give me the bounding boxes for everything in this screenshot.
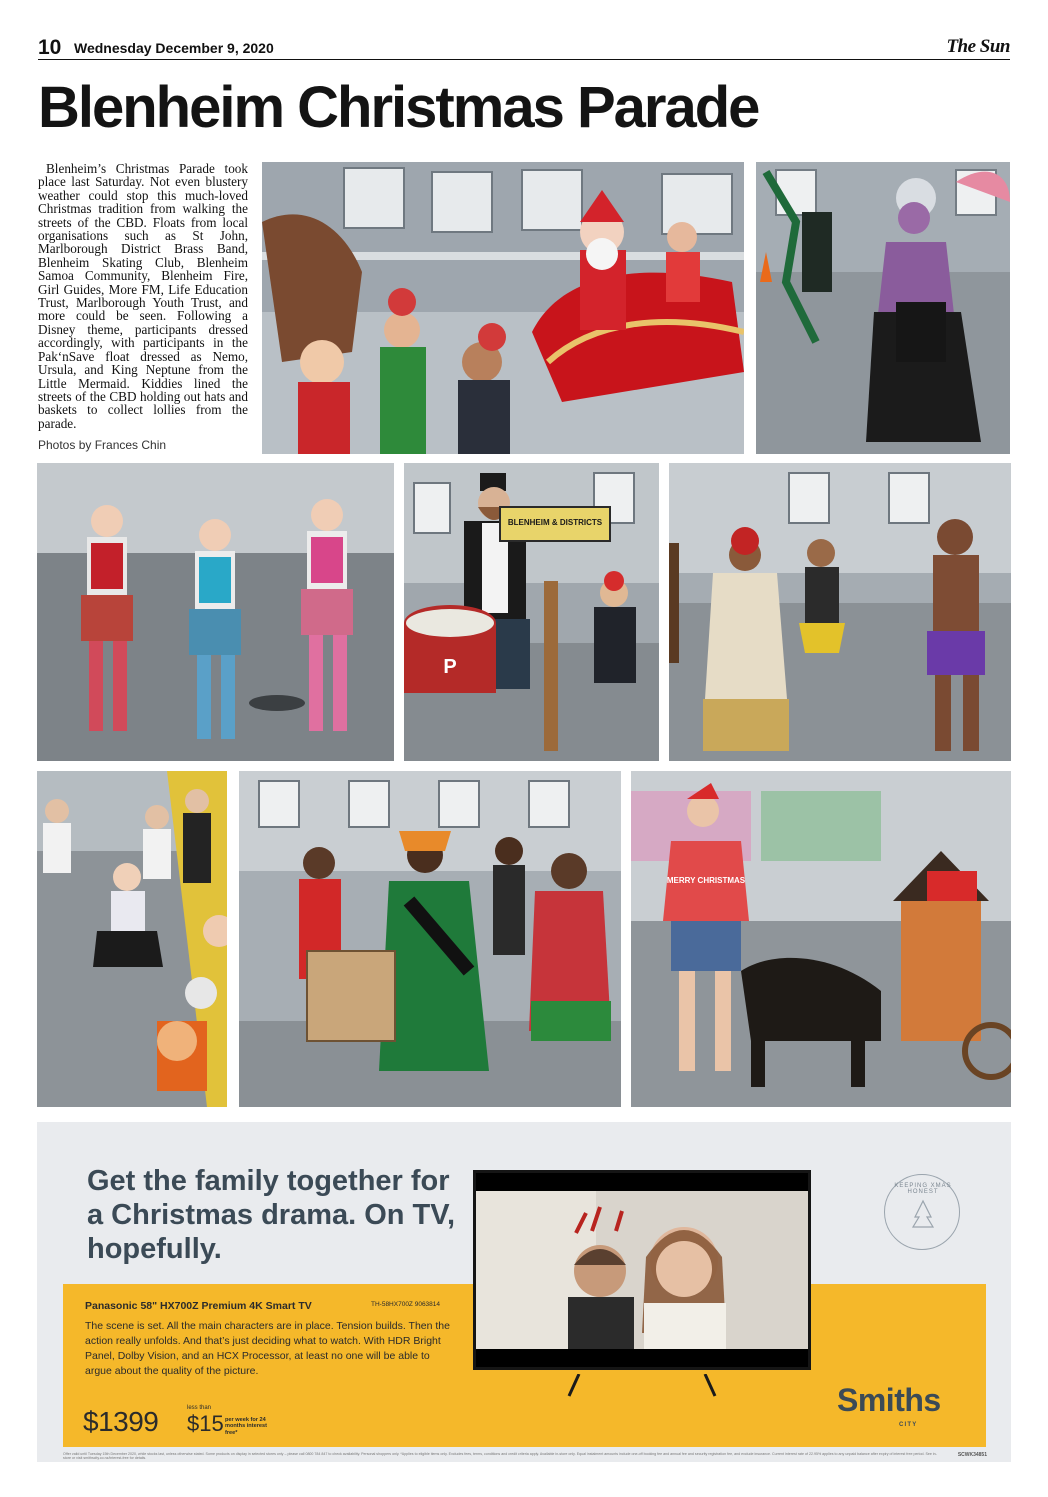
- ad-code: SCWK34851: [957, 1452, 987, 1458]
- tree-icon: [885, 1175, 961, 1251]
- masthead: The Sun: [946, 36, 1010, 57]
- keeping-xmas-honest-stamp: [884, 1174, 960, 1250]
- tv-stand-icon: [567, 1374, 717, 1398]
- photo-ursula-costume: [756, 162, 1010, 454]
- photo-highland-dancers: [37, 463, 394, 761]
- issue-date: Wednesday December 9, 2020: [74, 40, 274, 56]
- photo-pipe-band-drummer: [404, 463, 659, 761]
- photo-woman-with-dog: [631, 771, 1011, 1107]
- article-headline: Blenheim Christmas Parade: [38, 75, 759, 140]
- shirt-text: MERRY CHRISTMAS: [666, 876, 746, 885]
- page-number: 10: [38, 36, 62, 59]
- folio-bar: [38, 36, 1010, 60]
- weekly-terms: per week for 24 months interest free*: [225, 1417, 267, 1436]
- model-code: TH-58HX700Z 9063814: [371, 1301, 441, 1308]
- drum-letter: P: [443, 656, 457, 678]
- photo-samoan-performers: [669, 463, 1011, 761]
- brand-logo: Smiths: [837, 1382, 941, 1418]
- photo-children-lollies: [37, 771, 227, 1107]
- less-than-label: less than: [187, 1405, 212, 1411]
- weekly-price: $15: [187, 1411, 224, 1436]
- product-description: The scene is set. All the main characters are in place. Tension builds. Then the action really unfolds. And that’s just deciding what to watch. With HDR Bright Panel, Dolby Vision, and an HCX Processor, at least no one will be able to argue about the quality of the picture.: [85, 1320, 450, 1377]
- ad-headline: Get the family together for a Christmas drama. On TV, hopefully.: [87, 1165, 456, 1265]
- brand-sub: CITY: [899, 1422, 918, 1428]
- product-name: Panasonic 58" HX700Z Premium 4K Smart TV: [85, 1300, 312, 1312]
- stamp-text: KEEPING XMAS HONEST: [894, 1183, 952, 1195]
- photo-pacific-group: [239, 771, 621, 1107]
- photo-santa-sleigh: [262, 162, 744, 454]
- banner-text: BLENHEIM & DISTRICTS: [507, 518, 603, 527]
- article-body: Blenheim’s Christmas Parade took place last Saturday. Not even blustery weather could stop this much-loved Christmas tradition from walking the streets of the CBD. Floats from local organisations such as St John, Marlborough District Brass Band, Blenheim Skating Club, Blenheim Samoa Community, Blenheim Fire, Girl Guides, More FM, Life Education Trust, Marlborough Youth Trust, and more could be seen. Following a Disney theme, participants dressed accordingly, with participants in the Pak‘nSave float dressed as Nemo, Ursula, and King Neptune from the Little Mermaid. Kiddies lined the streets of the CBD holding out hats and baskets to collect lollies from the parade.: [38, 161, 248, 431]
- tv-image: [473, 1170, 811, 1370]
- price: $1399: [83, 1406, 159, 1437]
- fine-print: Offer valid until Tuesday 15th December 2020, while stocks last, unless otherwise stated. Some products on display in selected stores only – please call 0800 784 847 to check availability. Personal shoppers only. *Applies to eligible items only. Excludes fees, terms, conditions and credit criteria apply. Available in-store only. Equal instalment amounts include one-off booking fee and annual fee and security registration fee, and exclude insurance. Current interest rate of 22.95% applies to any unpaid balance after expiry of interest free period. See in-store or visit smithscity.co.nz/interest-free for details.: [63, 1452, 937, 1461]
- smiths-city-advert: [37, 1122, 1011, 1462]
- photo-credit: Photos by Frances Chin: [38, 438, 167, 452]
